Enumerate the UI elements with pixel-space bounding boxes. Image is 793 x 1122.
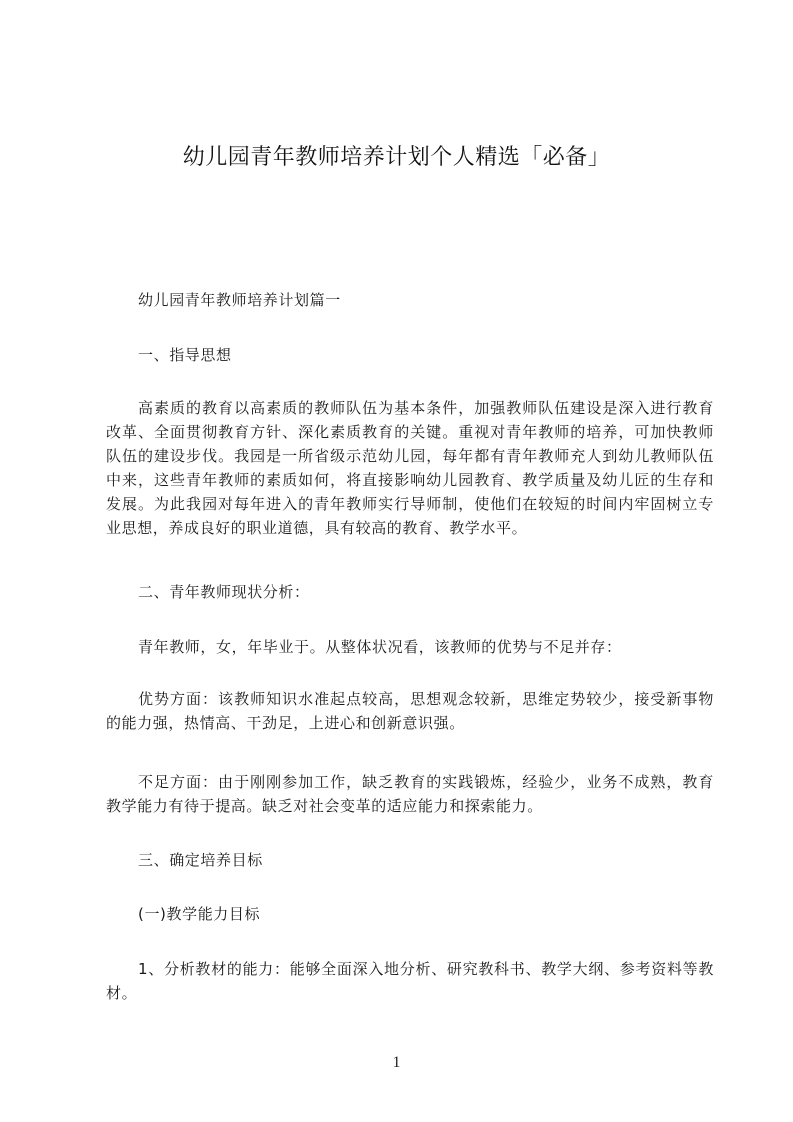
paragraph-weaknesses: 不足方面：由于刚刚参加工作，缺乏教育的实践锻炼，经验少，业务不成熟，教育教学能力有待于提高。缺乏对社会变革的适应能力和探索能力。	[106, 773, 714, 815]
section-heading-plan: 幼儿园青年教师培养计划篇一	[138, 291, 341, 309]
paragraph-strengths: 优势方面：该教师知识水准起点较高，思想观念较新，思维定势较少，接受新事物的能力强，热情高、干劲足，上进心和创新意识强。	[106, 690, 714, 732]
paragraph-teacher-profile: 青年教师，女，年毕业于。从整体状况看，该教师的优势与不足并存：	[138, 638, 622, 656]
paragraph-guiding-ideology: 高素质的教育以高素质的教师队伍为基本条件，加强教师队伍建设是深入进行教育改革、全面贯彻教育方针、深化素质教育的关键。重视对青年教师的培养，可加快教师队伍的建设步伐。我园是一所省级示范幼儿园，每年都有青年教师充人到幼儿教师队伍中来，这些青年教师的素质如何，将直接影响幼儿园教育、教学质量及幼儿匠的生存和发展。为此我园对每年进入的青年教师实行导师制，使他们在较短的时间内牢固树立专业思想，养成良好的职业道德，具有较高的教育、教学水平。	[106, 399, 714, 537]
section-heading-guiding-ideology: 一、指导思想	[138, 346, 232, 364]
section-heading-training-goals: 三、确定培养目标	[138, 851, 263, 869]
section-heading-status-analysis: 二、青年教师现状分析：	[138, 583, 310, 601]
subsection-heading-teaching-ability: (一)教学能力目标	[138, 905, 261, 923]
document-title: 幼儿园青年教师培养计划个人精选「必备」	[182, 145, 611, 170]
page-number: 1	[392, 1054, 401, 1071]
list-item-textbook-analysis: 1、分析教材的能力：能够全面深入地分析、研究教科书、教学大纲、参考资料等教材。	[106, 960, 714, 1002]
